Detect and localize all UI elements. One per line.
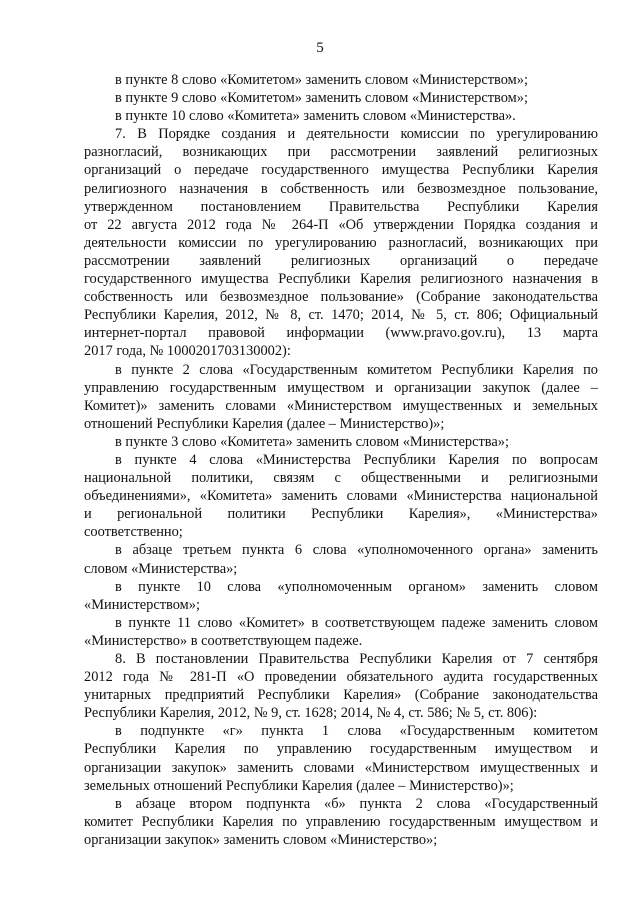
text-line: в пункте 11 слово «Комитет» в соответствующем падеже заменить словом: [115, 614, 598, 631]
text-line: 2012 года № 281-П «О проведении обязательного аудита государственных: [84, 669, 598, 686]
text-line: 2017 года, № 1000201703130002):: [84, 343, 291, 360]
paragraph: [84, 795, 598, 849]
text-line: словом «Министерства»;: [84, 560, 238, 577]
text-line: в абзаце втором подпункта «б» пункта 2 слова «Государственный: [115, 795, 598, 812]
text-line: в пункте 4 слова «Министерства Республики Карелия по вопросам: [115, 451, 598, 468]
text-line: «Министерством»;: [84, 596, 200, 613]
text-line: 8. В постановлении Правительства Республики Карелия от 7 сентября: [115, 651, 598, 667]
text-line: от 22 августа 2012 года № 264-П «Об утверждении Порядка создания и: [84, 216, 598, 233]
text-line: «Министерство» в соответствующем падеже.: [84, 632, 363, 649]
text-line: собственность или безвозмездное пользование» (Собрание законодательства: [84, 289, 598, 306]
text-line: организации закупок» заменить словами «Министерством имущественных и: [84, 759, 598, 776]
text-line: в подпункте «г» пункта 1 слова «Государственным комитетом: [115, 723, 598, 740]
paragraph: [84, 107, 598, 125]
text-line: земельных отношений Республики Карелия (далее – Министерство)»;: [84, 777, 514, 794]
paragraph: [84, 578, 598, 614]
text-line: в абзаце третьем пункта 6 слова «уполномоченного органа» заменить: [115, 542, 598, 559]
text-line: национальной политики, связям с общественными и религиозными: [84, 470, 598, 487]
text-line: унитарных предприятий Республики Карелия» (Собрание законодательства: [84, 687, 598, 704]
text-line: и региональной политики Республики Карелия», «Министерства»: [84, 506, 598, 523]
paragraph: [84, 722, 598, 794]
text-line: Республики Карелия по управлению государственным имуществом и: [84, 741, 598, 758]
text-line: соответственно;: [84, 524, 183, 541]
text-line: управлению государственным имуществом и организации закупок (далее –: [84, 379, 598, 396]
text-line: в пункте 2 слова «Государственным комитетом Республики Карелия по: [115, 361, 598, 378]
text-line: Республики Карелия, 2012, № 9, ст. 1628; 2014, № 4, ст. 586; № 5, ст. 806):: [84, 705, 538, 722]
text-line: организации закупок» заменить словом «Министерство»;: [84, 831, 438, 848]
text-line: деятельности комиссии по урегулированию разногласий, возникающих при: [84, 234, 598, 251]
text-line: Республики Карелия, 2012, № 8, ст. 1470; 2014, № 5, ст. 806; Официальный: [84, 307, 598, 324]
text-line: Комитет)» заменить словами «Министерством имущественных и земельных: [84, 397, 598, 414]
text-line: в пункте 8 слово «Комитетом» заменить словом «Министерством»;: [115, 72, 528, 88]
text-line: в пункте 10 слова «уполномоченным органом» заменить словом: [115, 578, 598, 595]
text-line: объединениями», «Комитета» заменить словами «Министерства национальной: [84, 488, 598, 505]
text-line: государственного имущества Республики Карелия религиозного назначения в: [84, 271, 598, 288]
paragraph: [84, 71, 598, 89]
document-body: [84, 71, 598, 849]
paragraph: [84, 650, 598, 722]
paragraph: [84, 361, 598, 433]
text-line: в пункте 9 слово «Комитетом» заменить словом «Министерством»;: [115, 90, 528, 107]
paragraph: [84, 89, 598, 107]
text-line: 7. В Порядке создания и деятельности комиссии по урегулированию: [115, 126, 598, 143]
paragraph: [84, 541, 598, 577]
page-number: 5: [316, 40, 324, 56]
paragraph: [84, 614, 598, 650]
text-line: интернет-портал правовой информации (www.pravo.gov.ru), 13 марта: [84, 325, 598, 342]
text-line: отношений Республики Карелия (далее – Министерство)»;: [84, 415, 445, 432]
text-line: комитет Республики Карелия по управлению государственным имуществом и: [84, 813, 598, 830]
text-line: рассмотрении заявлений религиозных организаций о передаче: [84, 252, 598, 269]
text-line: организаций о передаче государственного имущества Республики Карелия: [84, 162, 598, 179]
paragraph: [84, 451, 598, 541]
text-line: религиозного назначения в собственность или безвозмездное пользование,: [84, 180, 598, 197]
text-line: разногласий, возникающих при рассмотрении заявлений религиозных: [84, 144, 598, 161]
text-line: утвержденном постановлением Правительства Республики Карелия: [84, 198, 598, 215]
text-line: в пункте 10 слово «Комитета» заменить словом «Министерства».: [115, 108, 516, 125]
paragraph: [84, 125, 598, 360]
paragraph: [84, 433, 598, 451]
text-line: в пункте 3 слово «Комитета» заменить словом «Министерства»;: [115, 433, 509, 450]
